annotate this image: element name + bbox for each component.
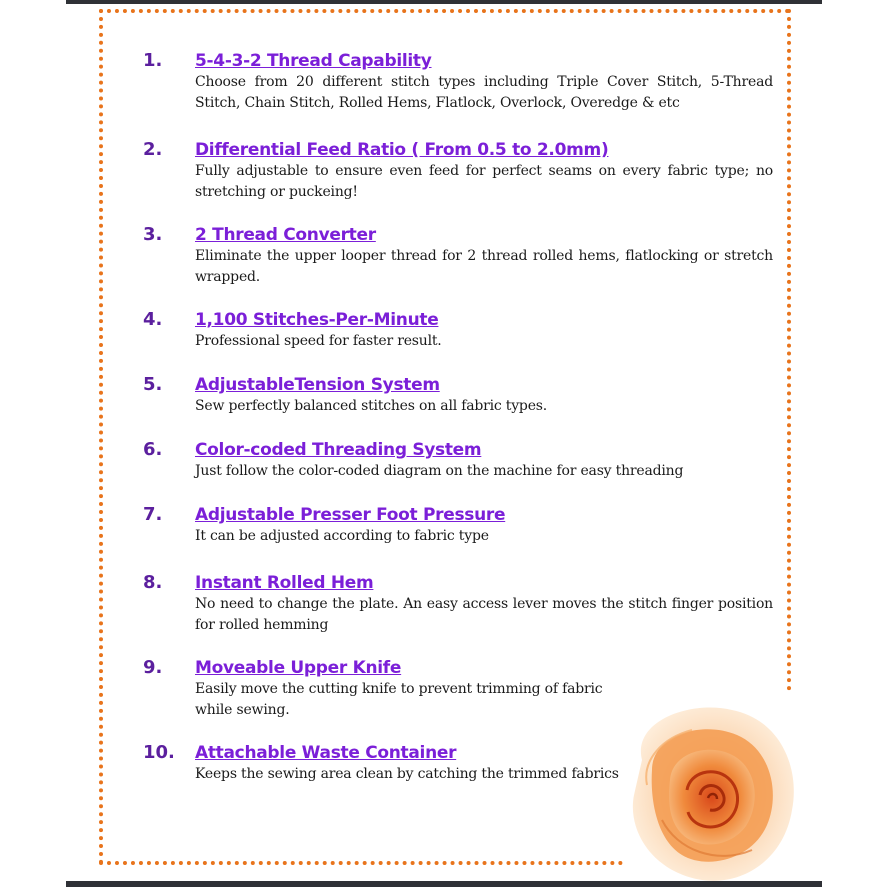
feature-title: 1,100 Stitches-Per-Minute [195, 310, 439, 330]
feature-title: 5-4-3-2 Thread Capability [195, 51, 432, 71]
feature-number: 10. [143, 742, 175, 763]
feature-title: 2 Thread Converter [195, 225, 376, 245]
feature-description: Professional speed for faster result. [195, 333, 442, 349]
feature-description: Easily move the cutting knife to prevent trimming of fabric while sewing. [195, 681, 603, 718]
feature-title: Color-coded Threading System [195, 440, 482, 460]
rose-icon [622, 700, 800, 886]
feature-number: 3. [143, 224, 163, 245]
feature-description: Fully adjustable to ensure even feed for perfect seams on every fabric type; no stretching or puckeing! [195, 163, 773, 200]
feature-number: 5. [143, 374, 163, 395]
feature-title: Differential Feed Ratio ( From 0.5 to 2.0mm) [195, 140, 609, 160]
feature-description: Sew perfectly balanced stitches on all fabric types. [195, 398, 548, 414]
feature-number: 8. [143, 572, 163, 593]
feature-number: 2. [143, 139, 163, 160]
bottom-bar [66, 881, 822, 887]
feature-description: Just follow the color-coded diagram on the machine for easy threading [195, 463, 684, 479]
feature-title: AdjustableTension System [195, 375, 440, 395]
feature-title: Moveable Upper Knife [195, 658, 402, 678]
feature-title: Attachable Waste Container [195, 743, 457, 763]
feature-description: Keeps the sewing area clean by catching the trimmed fabrics [195, 766, 619, 782]
feature-number: 7. [143, 504, 163, 525]
feature-description: Choose from 20 different stitch types including Triple Cover Stitch, 5-Thread Stitch, Chain Stitch, Rolled Hems, Flatlock, Overlock, Overedge & etc [195, 74, 773, 111]
feature-number: 6. [143, 439, 163, 460]
feature-number: 4. [143, 309, 163, 330]
feature-title: Instant Rolled Hem [195, 573, 374, 593]
feature-title: Adjustable Presser Foot Pressure [195, 505, 506, 525]
feature-description: No need to change the plate. An easy access lever moves the stitch finger position for rolled hemming [195, 596, 773, 633]
feature-number: 9. [143, 657, 163, 678]
feature-description: Eliminate the upper looper thread for 2 thread rolled hems, flatlocking or stretch wrapped. [195, 248, 773, 285]
feature-description: It can be adjusted according to fabric type [195, 528, 489, 544]
feature-number: 1. [143, 50, 163, 71]
